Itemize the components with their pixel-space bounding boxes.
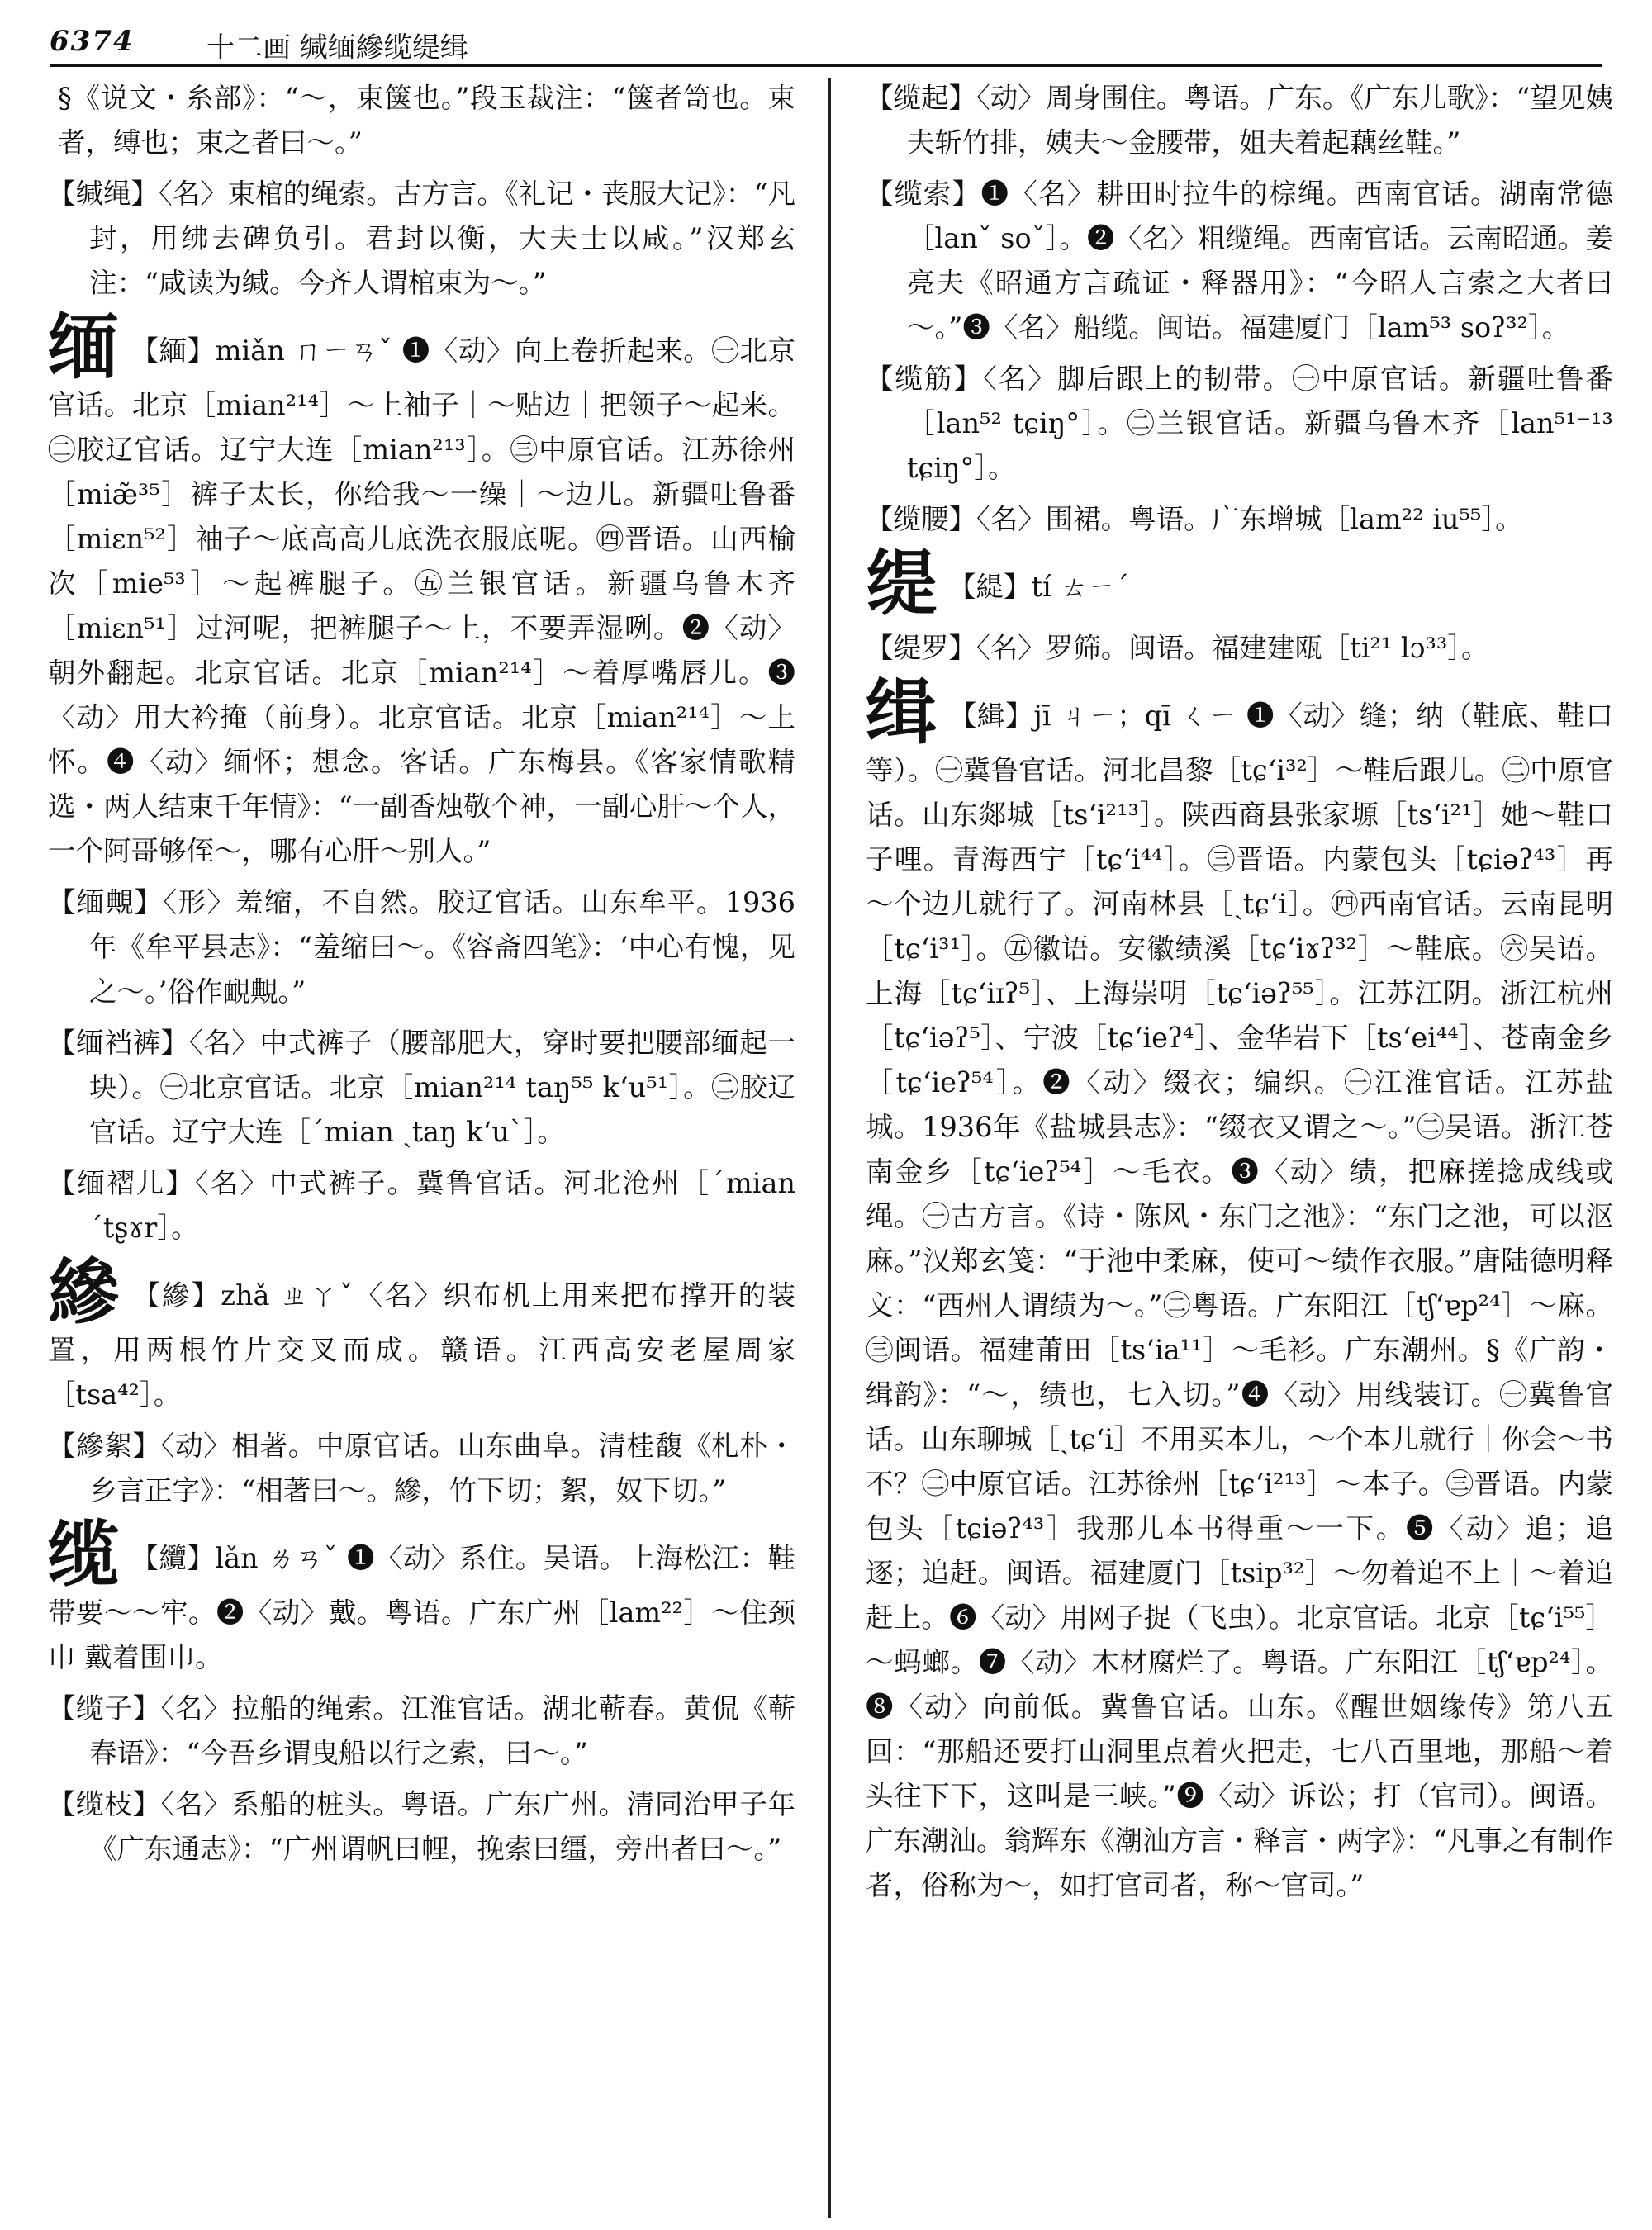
entry-text: 【缆子】〈名〉拉船的绳索。江淮官话。湖北蕲春。黄侃《蕲春语》：“今吾乡谓曳船以行之索，曰～。” bbox=[48, 1692, 795, 1769]
sub-entry bbox=[866, 626, 1613, 671]
sub-entry bbox=[48, 172, 795, 306]
entry-text: 【緬】miǎn ㄇㄧㄢˇ ❶〈动〉向上卷折起来。㊀北京官话。北京［mian²¹⁴］～上袖子｜～贴边｜把领子～起来。㊁胶辽官话。辽宁大连［mian²¹³］。㊂中原官话。江苏徐州［miæ̃³⁵］裤子太长，你给我～一缲｜～边儿。新疆吐鲁番［miɛn⁵²］袖子～底高高儿底洗衣服底呢。㊃晋语。山西榆次［mie⁵³］～起裤腿子。㊄兰银官话。新疆乌鲁木齐［miɛn⁵¹］过河呢，把裤腿子～上，不要弄湿咧。❷〈动〉朝外翻起。北京官话。北京［mian²¹⁴］～着厚嘴唇儿。❸〈动〉用大衿掩（前身）。北京官话。北京［mian²¹⁴］～上怀。❹〈动〉缅怀；想念。客话。广东梅县。《客家情歌精选・两人结束千年情》：“一副香烛敬个神，一副心肝～个人，一个阿哥够侄～，哪有心肝～别人。” bbox=[48, 334, 795, 867]
head-entry bbox=[866, 671, 1613, 1908]
entry-text: 【緹】tí ㄊㄧˊ bbox=[948, 571, 1130, 603]
column-divider bbox=[828, 78, 831, 2218]
sub-entry bbox=[866, 497, 1613, 542]
entry-text: 【縿絮】〈动〉相著。中原官话。山东曲阜。清桂馥《札朴・乡言正字》：“相著曰～。縿，竹下切；絮，奴下切。” bbox=[48, 1430, 795, 1506]
head-entry bbox=[48, 1513, 795, 1680]
headword-character: 缉 bbox=[866, 671, 937, 754]
entry-text: 【缆起】〈动〉周身围住。粤语。广东。《广东儿歌》：“望见姨夫斩竹排，姨夫～金腰带，姐夫着起藕丝鞋。” bbox=[866, 82, 1613, 159]
header-rule bbox=[50, 64, 1602, 67]
entry-text: 【缅覥】〈形〉羞缩，不自然。胶辽官话。山东牟平。1936年《牟平县志》：“羞缩曰～。《容斋四笔》：‘中心有愧，见之～。’俗作靦覥。” bbox=[48, 886, 795, 1008]
headword-character: 缅 bbox=[48, 306, 119, 389]
sub-entry bbox=[48, 1161, 795, 1250]
entry-text: 【缄绳】〈名〉束棺的绳索。古方言。《礼记・丧服大记》：“凡封，用绋去碑负引。君封以衡，大夫士以咸。”汉郑玄注：“咸读为缄。今齐人谓棺束为～。” bbox=[48, 178, 795, 299]
continued-text bbox=[48, 76, 795, 165]
sub-entry bbox=[48, 880, 795, 1014]
headword-character: 縿 bbox=[48, 1250, 119, 1334]
entry-text: 【缆筋】〈名〉脚后跟上的韧带。㊀中原官话。新疆吐鲁番［lan⁵² tɕiŋ°］。㊁兰银官话。新疆乌鲁木齐［lan⁵¹⁻¹³ tɕiŋ°］。 bbox=[866, 363, 1613, 484]
page-header bbox=[50, 18, 1602, 71]
entry-text: 【缅裆裤】〈名〉中式裤子（腰部肥大，穿时要把腰部缅起一块）。㊀北京官话。北京［mian²¹⁴ taŋ⁵⁵ k‘u⁵¹］。㊁胶辽官话。辽宁大连［ˊmian ˏtaŋ k‘uˋ］。 bbox=[48, 1027, 795, 1148]
head-entry bbox=[866, 542, 1613, 625]
headword-character: 缆 bbox=[48, 1513, 119, 1597]
sub-entry bbox=[48, 1424, 795, 1513]
running-title: 十二画 缄缅縿缆缇缉 bbox=[206, 31, 468, 64]
sub-entry bbox=[48, 1687, 795, 1776]
entry-text: 【缅褶儿】〈名〉中式裤子。冀鲁官话。河北沧州［ˊmian ˊtʂɤr］。 bbox=[48, 1167, 795, 1244]
head-entry bbox=[48, 1250, 795, 1417]
left-column bbox=[48, 76, 795, 1878]
sub-entry bbox=[866, 172, 1613, 350]
entry-text: 【缇罗】〈名〉罗筛。闽语。福建建瓯［ti²¹ lɔ³³］。 bbox=[866, 632, 1489, 664]
entry-text: 【缆腰】〈名〉围裙。粤语。广东增城［lam²² iu⁵⁵］。 bbox=[866, 503, 1523, 535]
sub-entry bbox=[48, 1021, 795, 1155]
sub-entry bbox=[866, 76, 1613, 165]
entry-text: §《说文・糸部》：“～，束箧也。”段玉裁注：“箧者笥也。束者，缚也；束之者曰～。” bbox=[58, 82, 795, 159]
entry-text: 【縿】zhǎ ㄓㄚˇ〈名〉织布机上用来把布撑开的装置，用两根竹片交叉而成。赣语。江西高安老屋周家［tsa⁴²］。 bbox=[48, 1279, 795, 1411]
entry-text: 【纜】lǎn ㄌㄢˇ ❶〈动〉系住。吴语。上海松江：鞋带要～～牢。❷〈动〉戴。粤语。广东广州［lam²²］～住颈巾 戴着围巾。 bbox=[48, 1542, 795, 1673]
sub-entry bbox=[866, 357, 1613, 491]
entry-text: 【緝】jī ㄐㄧ；qī ㄑㄧ ❶〈动〉缝；纳（鞋底、鞋口等）。㊀冀鲁官话。河北昌黎［tɕ‘i³²］～鞋后跟儿。㊁中原官话。山东郯城［ts‘i²¹³］。陕西商县张家塬［ts‘i²¹］她～鞋口子哩。青海西宁［tɕ‘i⁴⁴］。㊂晋语。内蒙包头［tɕiəʔ⁴³］再～个边儿就行了。河南林县［ˏtɕ‘i］。㊃西南官话。云南昆明［tɕ‘i³¹］。㊄徽语。安徽绩溪［tɕ‘iɤʔ³²］～鞋底。㊅吴语。上海［tɕ‘iɪʔ⁵］、上海崇明［tɕ‘iəʔ⁵⁵］。江苏江阴。浙江杭州［tɕ‘iəʔ⁵］、宁波［tɕ‘ieʔ⁴］、金华岩下［ts‘ei⁴⁴］、苍南金乡［tɕ‘ieʔ⁵⁴］。❷〈动〉缀衣；编织。㊀江淮官话。江苏盐城。1936年《盐城县志》：“缀衣又谓之～。”㊁吴语。浙江苍南金乡［tɕ‘ieʔ⁵⁴］～毛衣。❸〈动〉绩，把麻搓捻成线或绳。㊀古方言。《诗・陈风・东门之池》：“东门之池，可以沤麻。”汉郑玄笺：“于池中柔麻，使可～绩作衣服。”唐陆德明释文：“西州人谓绩为～。”㊁粤语。广东阳江［tʃ‘ɐp²⁴］～麻。㊂闽语。福建莆田［ts‘ia¹¹］～毛衫。广东潮州。§《广韵・缉韵》：“～，绩也，七入切。”❹〈动〉用线装订。㊀冀鲁官话。山东聊城［ˏtɕ‘i］不用买本儿，～个本儿就行｜你会～书不？㊁中原官话。江苏徐州［tɕ‘i²¹³］～本子。㊂晋语。内蒙包头［tɕiəʔ⁴³］我那儿本书得重～一下。❺〈动〉追；追逐；追赶。闽语。福建厦门［tsip³²］～勿着追不上｜～着追赶上。❻〈动〉用网子捉（飞虫）。北京官话。北京［tɕ‘i⁵⁵］～蚂螂。❼〈动〉木材腐烂了。粤语。广东阳江［tʃ‘ɐp²⁴］。❽〈动〉向前低。冀鲁官话。山东。《醒世姻缘传》第八五回：“那船还要打山洞里点着火把走，七八百里地，那船～着头往下下，这叫是三峡。”❾〈动〉诉讼；打（官司）。闽语。广东潮汕。翁辉东《潮汕方言・释言・两字》：“凡事之有制作者，俗称为～，如打官司者，称～官司。” bbox=[866, 700, 1613, 1901]
headword-character: 缇 bbox=[866, 542, 937, 625]
right-column bbox=[866, 76, 1613, 1914]
page-number: 6374 bbox=[50, 25, 135, 58]
sub-entry bbox=[48, 1782, 795, 1872]
entry-text: 【缆枝】〈名〉系船的桩头。粤语。广东广州。清同治甲子年《广东通志》：“广州谓帆曰𢃇，挽索曰缰，旁出者曰～。” bbox=[48, 1788, 795, 1865]
head-entry bbox=[48, 306, 795, 874]
entry-text: 【缆索】❶〈名〉耕田时拉牛的棕绳。西南官话。湖南常德［lanˇ soˇ］。❷〈名〉粗缆绳。西南官话。云南昭通。姜亮夫《昭通方言疏证・释器用》：“今昭人言索之大者曰～。”❸〈名〉船缆。闽语。福建厦门［lam⁵³ soʔ³²］。 bbox=[866, 178, 1613, 344]
